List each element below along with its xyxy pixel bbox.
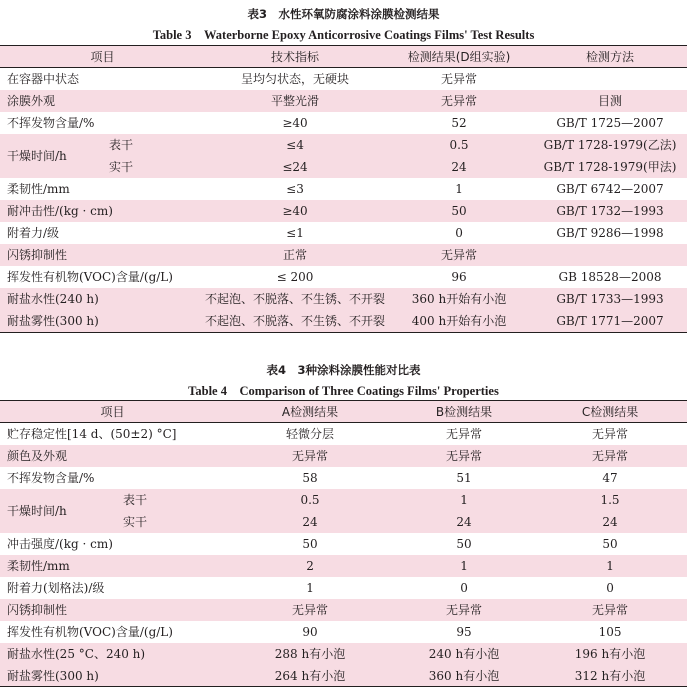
- row-subitem: 表干: [113, 489, 225, 511]
- row-item: 柔韧性/mm: [7, 182, 70, 196]
- row-spec: ≤3: [286, 181, 304, 196]
- row-result-c: 无异常: [533, 599, 687, 621]
- row-result-c: 0: [606, 580, 614, 595]
- row-item: 贮存稳定性[14 d、(50±2) °C]: [7, 427, 177, 442]
- table4-caption-en: Table 4 Comparison of Three Coatings Films' Properties: [188, 384, 499, 398]
- row-result-c: 105: [598, 624, 622, 639]
- row-subitem: 实干: [113, 511, 225, 533]
- table-row: [0, 244, 687, 266]
- row-item: 附着力/级: [7, 226, 60, 240]
- table-row: [0, 288, 687, 310]
- table3-header-spec: 技术指标: [205, 46, 385, 68]
- row-result-a: 无异常: [225, 445, 395, 467]
- row-result-c: 1.5: [533, 489, 687, 511]
- row-result-a: 90: [302, 624, 318, 639]
- row-result-c: 24: [533, 511, 687, 533]
- row-item: 耐盐雾性(300 h): [0, 310, 205, 333]
- row-spec: ≥40: [282, 115, 308, 130]
- row-result-b: 1: [395, 555, 533, 577]
- table-row: [0, 266, 687, 288]
- row-result-c: 312 h有小泡: [533, 665, 687, 687]
- row-method: 目测: [533, 90, 687, 112]
- row-item: 附着力(划格法)/级: [7, 581, 105, 595]
- row-result: 无异常: [385, 244, 533, 266]
- table3-caption-cn: 表3 水性环氧防腐涂料涂膜检测结果: [247, 7, 440, 21]
- row-method: GB 18528—2008: [558, 269, 662, 284]
- table-row: [0, 222, 687, 244]
- table-row: [0, 533, 687, 555]
- row-result-a: 264 h有小泡: [225, 665, 395, 687]
- table-row: [0, 310, 687, 333]
- table-row: [0, 445, 687, 467]
- table-row: [0, 112, 687, 134]
- row-item: 在容器中状态: [7, 72, 80, 87]
- table3-header-row: [0, 46, 687, 68]
- row-result: 1: [455, 181, 463, 196]
- table3-header-method: 检测方法: [533, 46, 687, 68]
- row-result: 24: [385, 156, 533, 178]
- row-result: 50: [385, 200, 533, 222]
- row-result-a: 288 h有小泡: [225, 643, 395, 665]
- table-row: [0, 90, 687, 112]
- table-row: [0, 665, 687, 687]
- row-spec: ≥40: [205, 200, 385, 222]
- table-row: [0, 68, 687, 90]
- row-result-a: 24: [225, 511, 395, 533]
- table-row: [0, 621, 687, 643]
- row-item: 挥发性有机物(VOC)含量/(g/L): [7, 270, 173, 284]
- row-result: 96: [451, 269, 467, 284]
- table-row: [0, 577, 687, 599]
- row-item: 不挥发物含量/%: [7, 471, 95, 485]
- row-item: 挥发性有机物(VOC)含量/(g/L): [7, 625, 173, 639]
- row-result-b: 无异常: [395, 445, 533, 467]
- row-result-b: 50: [456, 536, 472, 551]
- row-result-b: 360 h有小泡: [395, 665, 533, 687]
- table4-header-b: B检测结果: [395, 401, 533, 423]
- row-spec: 不起泡、不脱落、不生锈、不开裂: [205, 288, 385, 310]
- table3: [0, 45, 687, 333]
- row-result-c: 50: [602, 536, 618, 551]
- row-item: 涂膜外观: [0, 90, 205, 112]
- table4-header-c: C检测结果: [533, 401, 687, 423]
- row-result-a: 50: [302, 536, 318, 551]
- row-subitem: 表干: [105, 134, 205, 156]
- table4-header-item: 项目: [0, 401, 225, 423]
- table4-header-row: [0, 401, 687, 423]
- table4-caption-cn: 表4 3种涂料涂膜性能对比表: [266, 363, 421, 377]
- row-result-a: 2: [225, 555, 395, 577]
- row-result-a: 0.5: [225, 489, 395, 511]
- row-result: 0.5: [385, 134, 533, 156]
- row-item: 干燥时间/h: [0, 489, 113, 533]
- table-row: [0, 643, 687, 665]
- row-item: 颜色及外观: [0, 445, 225, 467]
- row-method: GB/T 6742—2007: [556, 181, 664, 196]
- row-item: 耐盐水性(25 °C、240 h): [0, 643, 225, 665]
- row-result-a: 轻微分层: [286, 427, 335, 442]
- table-row: [0, 599, 687, 621]
- row-method: [533, 244, 687, 266]
- table-row-drying-surface: [0, 489, 687, 511]
- row-spec: 呈均匀状态，无硬块: [241, 72, 350, 87]
- row-result: 无异常: [441, 72, 478, 87]
- row-method: GB/T 1733—1993: [533, 288, 687, 310]
- row-result: 360 h开始有小泡: [385, 288, 533, 310]
- table-row: [0, 555, 687, 577]
- row-item: 闪锈抑制性: [0, 244, 205, 266]
- row-spec: 平整光滑: [205, 90, 385, 112]
- row-spec: 不起泡、不脱落、不生锈、不开裂: [205, 310, 385, 333]
- row-result: 无异常: [385, 90, 533, 112]
- row-result-c: 196 h有小泡: [533, 643, 687, 665]
- table3-caption-en: Table 3 Waterborne Epoxy Anticorrosive Coatings Films' Test Results: [152, 28, 535, 42]
- row-item: 耐冲击性/(kg · cm): [0, 200, 205, 222]
- row-result: 0: [455, 225, 463, 240]
- row-method: GB/T 1732—1993: [533, 200, 687, 222]
- row-method: GB/T 1728-1979(乙法): [533, 134, 687, 156]
- table-row: [0, 178, 687, 200]
- row-result-c: 无异常: [592, 427, 629, 442]
- row-result-a: 1: [306, 580, 314, 595]
- row-method: [533, 68, 687, 90]
- row-subitem: 实干: [105, 156, 205, 178]
- table4-header-a: A检测结果: [225, 401, 395, 423]
- row-item: 耐盐水性(240 h): [0, 288, 205, 310]
- row-item: 耐盐雾性(300 h): [0, 665, 225, 687]
- row-item: 冲击强度/(kg · cm): [7, 537, 113, 551]
- table3-header-item: 项目: [0, 46, 205, 68]
- row-result-c: 无异常: [533, 445, 687, 467]
- row-result-b: 1: [395, 489, 533, 511]
- row-result-a: 58: [302, 470, 318, 485]
- table3-header-result: 检测结果(D组实验): [385, 46, 533, 68]
- table-row: [0, 467, 687, 489]
- row-spec: ≤4: [205, 134, 385, 156]
- row-spec: ≤ 200: [276, 269, 314, 284]
- table-row: [0, 200, 687, 222]
- row-result-b: 240 h有小泡: [395, 643, 533, 665]
- row-result-c: 47: [602, 470, 618, 485]
- row-result-b: 无异常: [446, 427, 483, 442]
- row-item: 柔韧性/mm: [0, 555, 225, 577]
- row-result-b: 24: [395, 511, 533, 533]
- row-item: 干燥时间/h: [0, 134, 105, 178]
- row-method: GB/T 9286—1998: [556, 225, 664, 240]
- table-row: [0, 423, 687, 445]
- table4: [0, 400, 687, 687]
- row-result-b: 0: [460, 580, 468, 595]
- row-item: 闪锈抑制性: [0, 599, 225, 621]
- row-method: GB/T 1725—2007: [556, 115, 664, 130]
- row-result-a: 无异常: [225, 599, 395, 621]
- row-spec: ≤24: [205, 156, 385, 178]
- row-result: 400 h开始有小泡: [385, 310, 533, 333]
- row-item: 不挥发物含量/%: [7, 116, 95, 130]
- row-result-b: 51: [456, 470, 472, 485]
- row-spec: 正常: [205, 244, 385, 266]
- row-method: GB/T 1771—2007: [533, 310, 687, 333]
- table-row-drying-surface: [0, 134, 687, 156]
- row-spec: ≤1: [286, 225, 304, 240]
- row-result-b: 95: [456, 624, 472, 639]
- row-result: 52: [451, 115, 467, 130]
- row-result-c: 1: [533, 555, 687, 577]
- row-method: GB/T 1728-1979(甲法): [533, 156, 687, 178]
- row-result-b: 无异常: [395, 599, 533, 621]
